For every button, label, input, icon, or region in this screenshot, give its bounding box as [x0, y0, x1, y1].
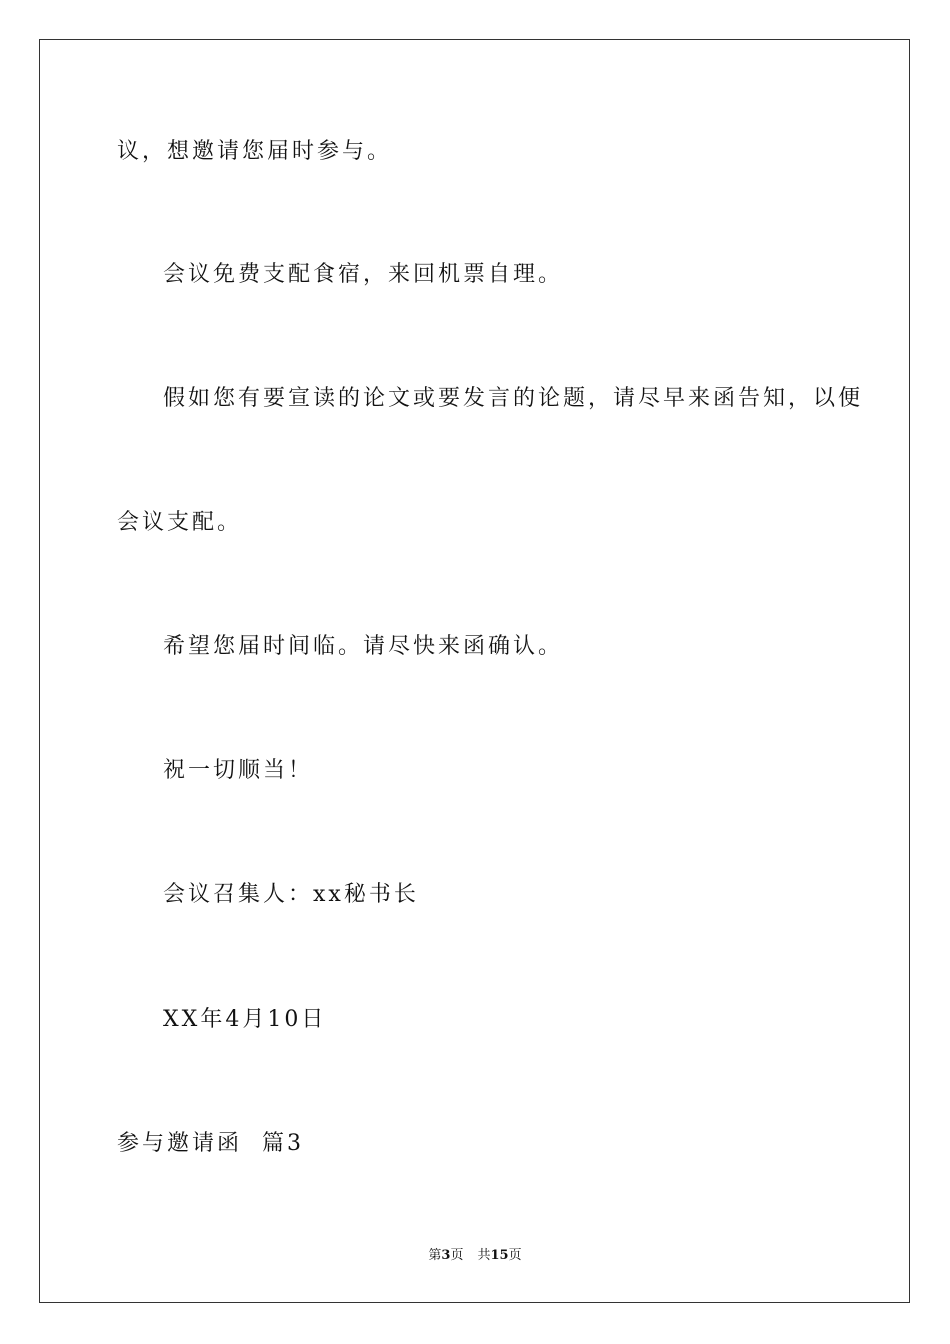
page-footer: [0, 1247, 950, 1265]
paragraph-convener: 会议召集人：xx秘书长: [163, 882, 419, 907]
footer-page-prefix: 第: [428, 1248, 442, 1263]
section-heading: 参与邀请函 篇3: [117, 1131, 304, 1156]
footer-total-prefix: 共: [477, 1248, 491, 1263]
paragraph-wishes: 祝一切顺当！: [163, 758, 314, 783]
paragraph-date: XX年4月10日: [163, 1007, 327, 1032]
footer-page-number: 3: [441, 1248, 451, 1263]
paragraph-accommodation: 会议免费支配食宿，来回机票自理。: [163, 262, 564, 287]
paragraph-invite-continuation: 议，想邀请您届时参与。: [117, 139, 393, 164]
footer-page-suffix: 页: [450, 1248, 464, 1263]
footer-total-pages: 15: [490, 1248, 509, 1263]
footer-total-suffix: 页: [508, 1248, 522, 1263]
page-border: [39, 39, 910, 1303]
paragraph-papers-continuation: 会议支配。: [117, 510, 243, 535]
paragraph-papers: 假如您有要宣读的论文或要发言的论题，请尽早来函告知，以便: [163, 386, 864, 411]
paragraph-confirm: 希望您届时间临。请尽快来函确认。: [163, 634, 564, 659]
